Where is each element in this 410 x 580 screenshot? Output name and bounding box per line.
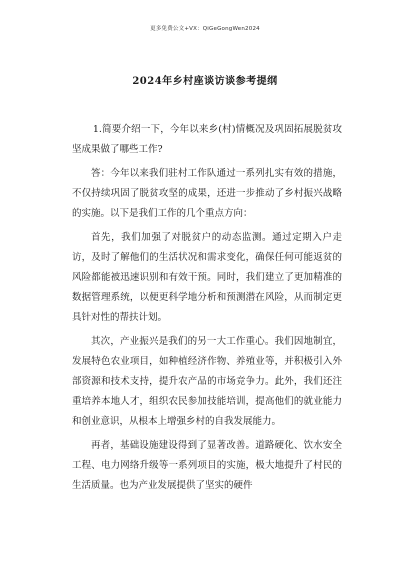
document-title: 2024年乡村座谈访谈参考提纲 xyxy=(132,76,278,87)
industry-paragraph: 其次，产业振兴是我们的另一大工作重心。我们因地制宜，发展特色农业项目，如种植经济作物、养殖业等，并积极引入外部资源和技术支持，提升农产品的市场竞争力。此外，我们还注重培养本地人才，组织农民参加技能培训，提高他们的就业能力和创业意识，从根本上增强乡村的自我发展能力。 xyxy=(72,336,342,427)
document-body xyxy=(72,120,342,500)
answer-intro-paragraph: 答：今年以来我们驻村工作队通过一系列扎实有效的措施，不仅持续巩固了脱贫攻坚的成果，还进一步推动了乡村振兴战略的实施。以下是我们工作的几个重点方向： xyxy=(72,168,342,219)
header-note: 更多免费公文+VX：QiGeGongWen2024 xyxy=(150,26,260,32)
monitoring-paragraph: 首先，我们加强了对脱贫户的动态监测。通过定期入户走访，及时了解他们的生活状况和需求变化，确保任何可能返贫的风险都能被迅速识别和有效干预。同时，我们建立了更加精准的数据管理系统，以便更科学地分析和预测潜在风险，从而制定更具针对性的帮扶计划。 xyxy=(72,232,342,323)
infrastructure-paragraph: 再者，基础设施建设得到了显著改善。道路硬化、饮水安全工程、电力网络升级等一系列项目的实施，极大地提升了村民的生活质量。也为产业发展提供了坚实的硬件 xyxy=(72,440,342,491)
question-paragraph: 1.简要介绍一下，今年以来乡(村)情概况及巩固拓展脱贫攻坚成果做了哪些工作? xyxy=(72,124,342,155)
